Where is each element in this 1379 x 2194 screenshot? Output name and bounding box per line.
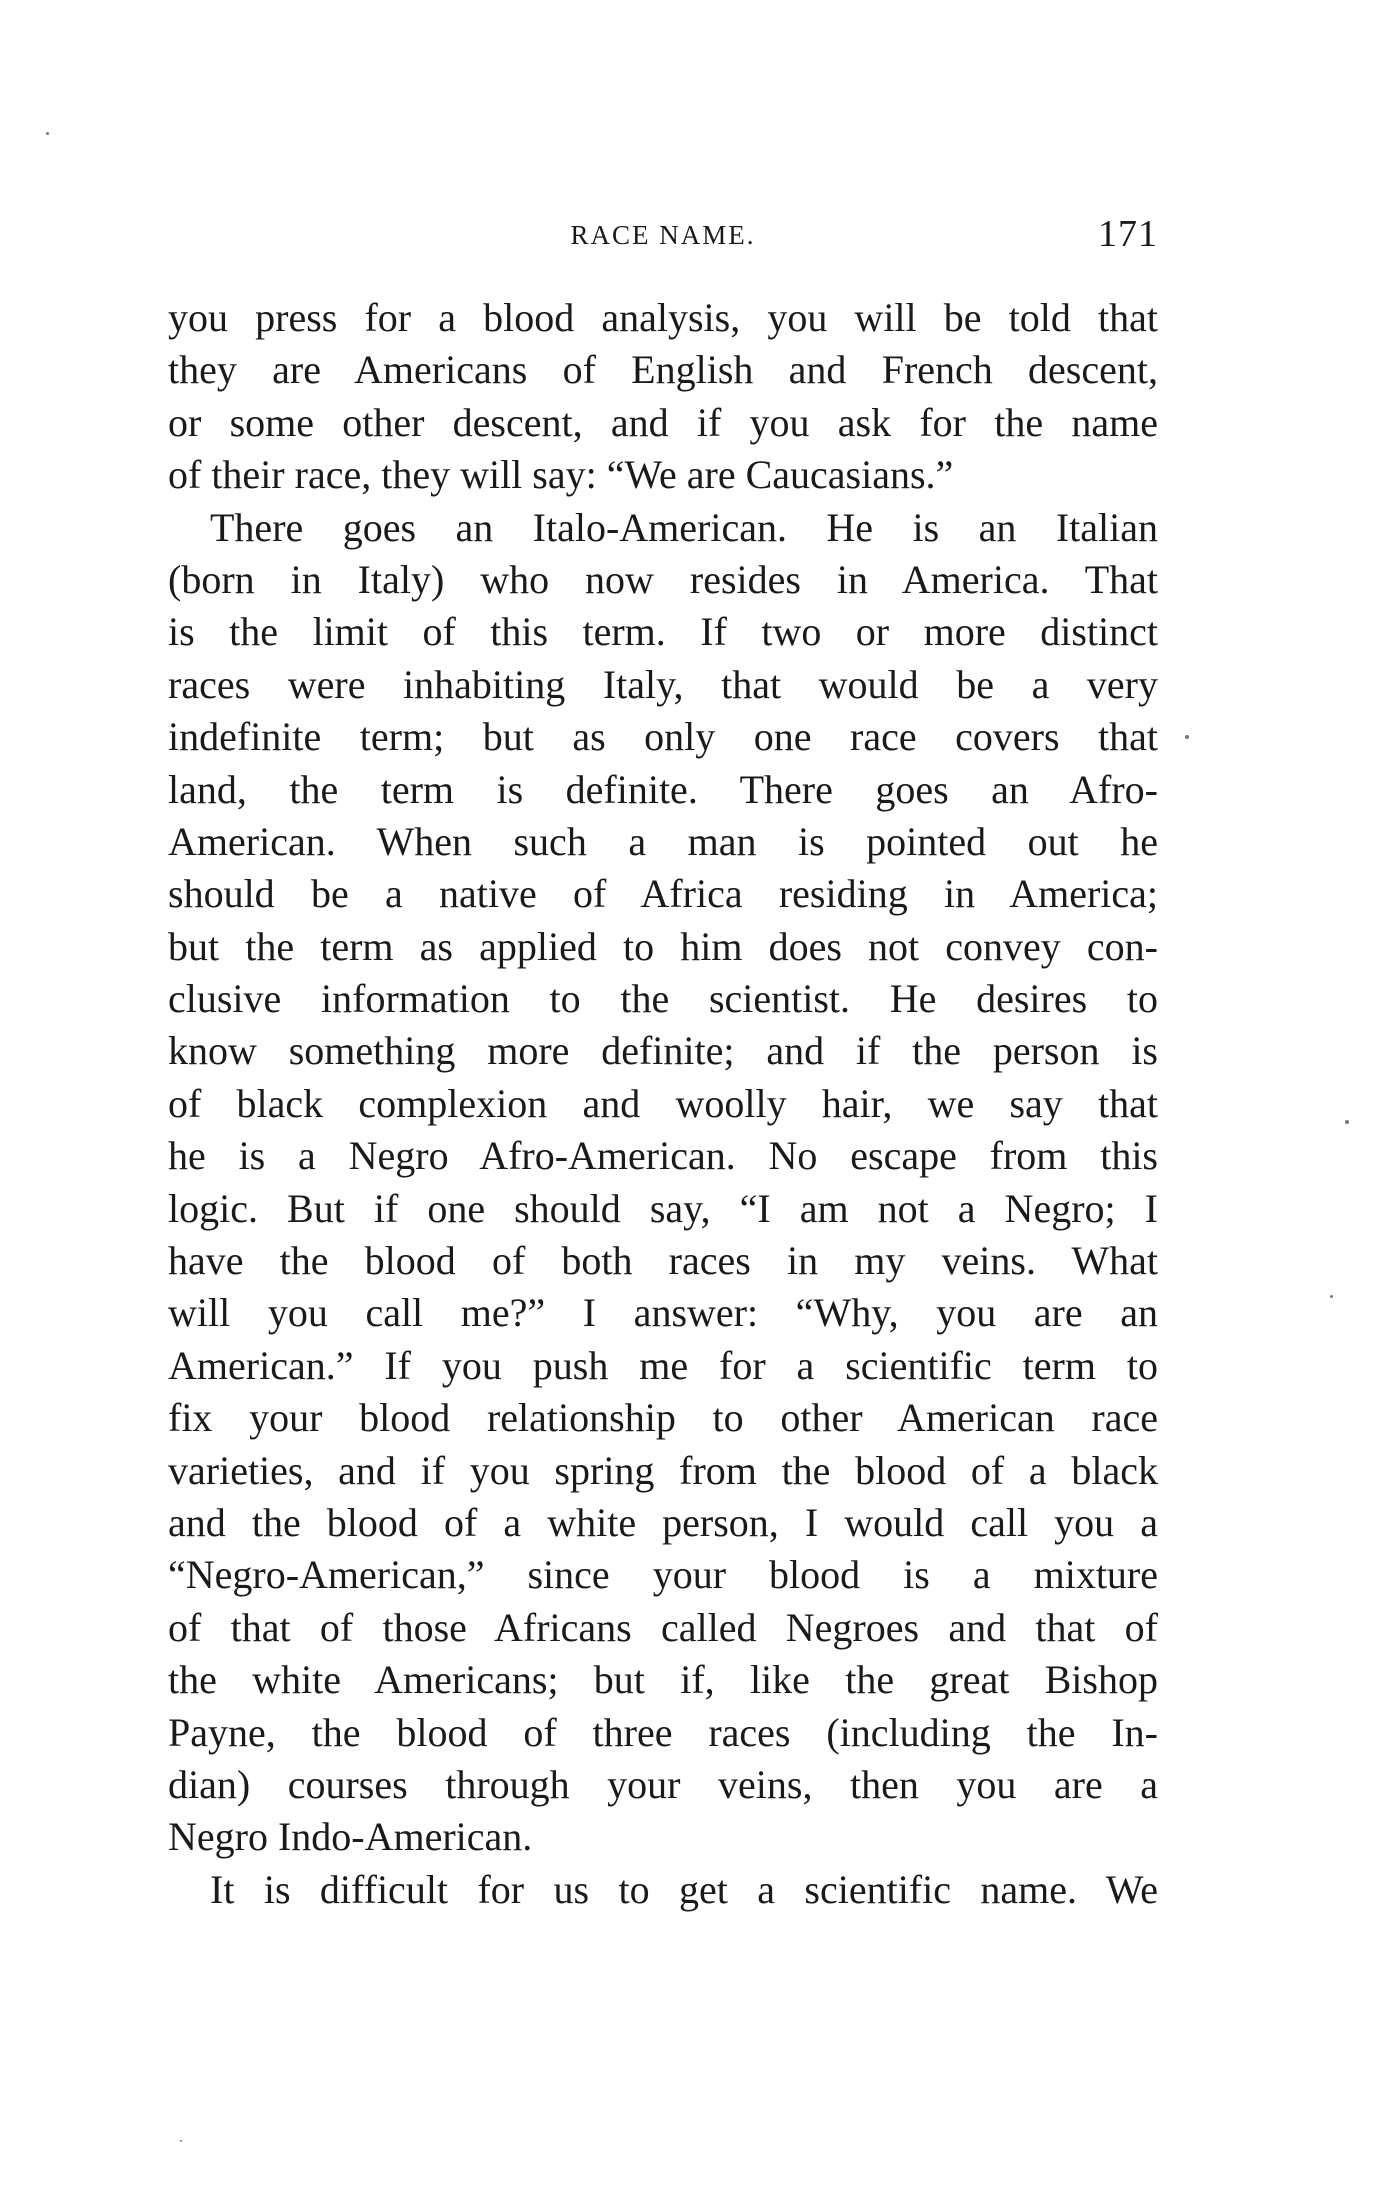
text-line: will you call me?” I answer: “Why, you are an	[168, 1290, 1158, 1336]
text-line: of that of those Africans called Negroes and that of	[168, 1604, 1158, 1650]
text-line: American.” If you push me for a scientific term to	[168, 1342, 1158, 1388]
paper-speck	[1185, 735, 1189, 739]
text-line: “Negro-American,” since your blood is a mixture	[168, 1552, 1158, 1598]
text-line: dian) courses through your veins, then you are a	[168, 1761, 1158, 1807]
text-line: indefinite term; but as only one race covers that	[168, 714, 1158, 760]
text-line: varieties, and if you spring from the blood of a black	[168, 1447, 1158, 1493]
text-line: know something more definite; and if the person is	[168, 1028, 1158, 1074]
text-line: should be a native of Africa residing in America;	[168, 871, 1158, 917]
text-line: logic. But if one should say, “I am not a Negro; I	[168, 1185, 1158, 1231]
text-line: of their race, they will say: “We are Caucasians.”	[168, 452, 954, 498]
running-head	[168, 212, 1158, 262]
text-line: Payne, the blood of three races (including the In-	[168, 1709, 1158, 1755]
text-line: land, the term is definite. There goes an Afro-	[168, 766, 1158, 812]
text-line: or some other descent, and if you ask for the name	[168, 399, 1158, 445]
text-line: is the limit of this term. If two or more distinct	[168, 609, 1158, 655]
running-title: RACE NAME.	[570, 220, 756, 250]
page-number: 171	[1098, 213, 1158, 255]
paper-speck	[1345, 1120, 1349, 1124]
text-line: Negro Indo-American.	[168, 1814, 533, 1860]
text-line: It is difficult for us to get a scientific name. We	[210, 1866, 1158, 1912]
paper-speck	[180, 2140, 182, 2142]
text-line: of black complexion and woolly hair, we say that	[168, 1080, 1158, 1126]
text-line: you press for a blood analysis, you will be told that	[168, 295, 1158, 340]
paper-speck	[46, 132, 49, 135]
text-line: clusive information to the scientist. He desires to	[168, 976, 1158, 1022]
text-line: he is a Negro Afro-American. No escape from this	[168, 1133, 1158, 1179]
text-line: races were inhabiting Italy, that would be a very	[168, 661, 1158, 707]
body-text	[168, 292, 1158, 1916]
text-line: but the term as applied to him does not convey con-	[168, 923, 1158, 969]
text-line: the white Americans; but if, like the great Bishop	[168, 1657, 1158, 1703]
paper-speck	[1330, 1295, 1333, 1298]
text-line: have the blood of both races in my veins. What	[168, 1238, 1158, 1284]
text-line: they are Americans of English and French descent,	[168, 347, 1158, 393]
text-line: There goes an Italo-American. He is an Italian	[210, 504, 1158, 550]
text-line: fix your blood relationship to other American race	[168, 1395, 1158, 1441]
text-line: (born in Italy) who now resides in America. That	[168, 556, 1158, 602]
text-line: and the blood of a white person, I would call you a	[168, 1499, 1158, 1545]
text-line: American. When such a man is pointed out he	[168, 818, 1158, 864]
